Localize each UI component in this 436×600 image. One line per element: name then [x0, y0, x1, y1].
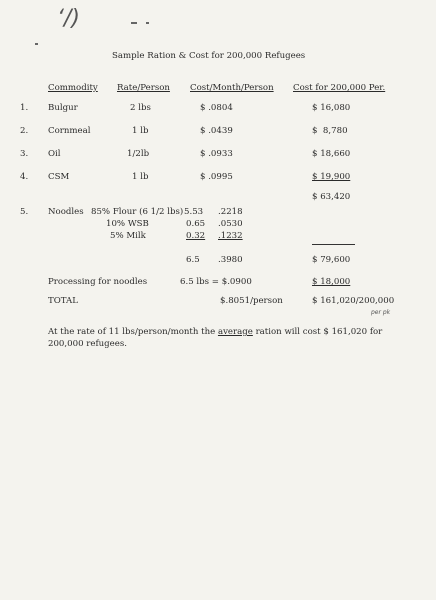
- row-number: 4.: [20, 172, 29, 182]
- commodity-total: $ 19,900: [312, 172, 351, 182]
- commodity-name: CSM: [48, 172, 70, 182]
- processing-calc: 6.5 lbs = $.0900: [180, 277, 252, 287]
- noodle-cost: .2218: [218, 207, 243, 217]
- commodity-rate: 1 lb: [132, 126, 149, 136]
- closing-text-post: ration will cost $ 161,020 for: [252, 327, 383, 337]
- commodity-name: Oil: [48, 149, 61, 159]
- noodle-sum-cost: .3980: [218, 255, 243, 265]
- subtotal: $ 63,420: [312, 192, 351, 202]
- top-scrawl: ‘/): [57, 6, 80, 31]
- ink-dash: [131, 22, 137, 24]
- handwritten-note: per pk: [371, 309, 391, 316]
- header-rate: Rate/Person: [117, 83, 170, 93]
- closing-line-2: 200,000 refugees.: [48, 339, 127, 349]
- noodle-ingredient: 10% WSB: [106, 219, 149, 229]
- commodity-name: Cornmeal: [48, 126, 91, 136]
- total-rule: [312, 244, 355, 245]
- commodity-rate: 2 lbs: [130, 103, 151, 113]
- commodity-total: $ 16,080: [312, 103, 351, 113]
- noodle-cost: .0530: [218, 219, 243, 229]
- ink-dot: [35, 43, 38, 45]
- noodle-ingredient: 5% Milk: [110, 231, 146, 241]
- commodity-cost: $ .0439: [200, 126, 233, 136]
- commodity-total: $ 8,780: [312, 126, 348, 136]
- page-title: Sample Ration & Cost for 200,000 Refugees: [112, 51, 306, 61]
- header-cost-month: Cost/Month/Person: [190, 83, 274, 93]
- commodity-name: Noodles: [48, 207, 84, 217]
- header-cost-total: Cost for 200,000 Per.: [293, 83, 386, 93]
- row-number: 5.: [20, 207, 29, 217]
- noodle-lbs: 0.32: [186, 231, 206, 241]
- total-per-person: $.8051/person: [220, 296, 283, 306]
- commodity-cost: $ .0804: [200, 103, 233, 113]
- commodity-cost: $ .0933: [200, 149, 233, 159]
- commodity-name: Bulgur: [48, 103, 78, 113]
- row-number: 1.: [20, 103, 29, 113]
- closing-text-emph: average: [217, 327, 253, 337]
- noodle-lbs: 0.65: [186, 219, 206, 229]
- processing-total: $ 18,000: [312, 277, 351, 287]
- noodle-total: $ 79,600: [312, 255, 351, 265]
- closing-line-1: [48, 328, 382, 337]
- closing-text-pre: At the rate of 11 lbs/person/month the: [48, 327, 218, 337]
- commodity-rate: 1/2lb: [127, 149, 150, 159]
- noodle-sum-lbs: 6.5: [186, 255, 200, 265]
- grand-total: $ 161,020/200,000: [312, 296, 395, 306]
- row-number: 2.: [20, 126, 29, 136]
- commodity-total: $ 18,660: [312, 149, 351, 159]
- commodity-cost: $ .0995: [200, 172, 233, 182]
- row-number: 3.: [20, 149, 29, 159]
- ink-dash: [146, 22, 149, 24]
- total-label: TOTAL: [48, 296, 78, 306]
- noodle-lbs: 5.53: [184, 207, 204, 217]
- noodle-cost: .1232: [218, 231, 243, 241]
- commodity-rate: 1 lb: [132, 172, 149, 182]
- header-commodity: Commodity: [48, 83, 98, 93]
- processing-label: Processing for noodles: [48, 277, 148, 287]
- noodle-ingredient: 85% Flour (6 1/2 lbs): [91, 207, 184, 217]
